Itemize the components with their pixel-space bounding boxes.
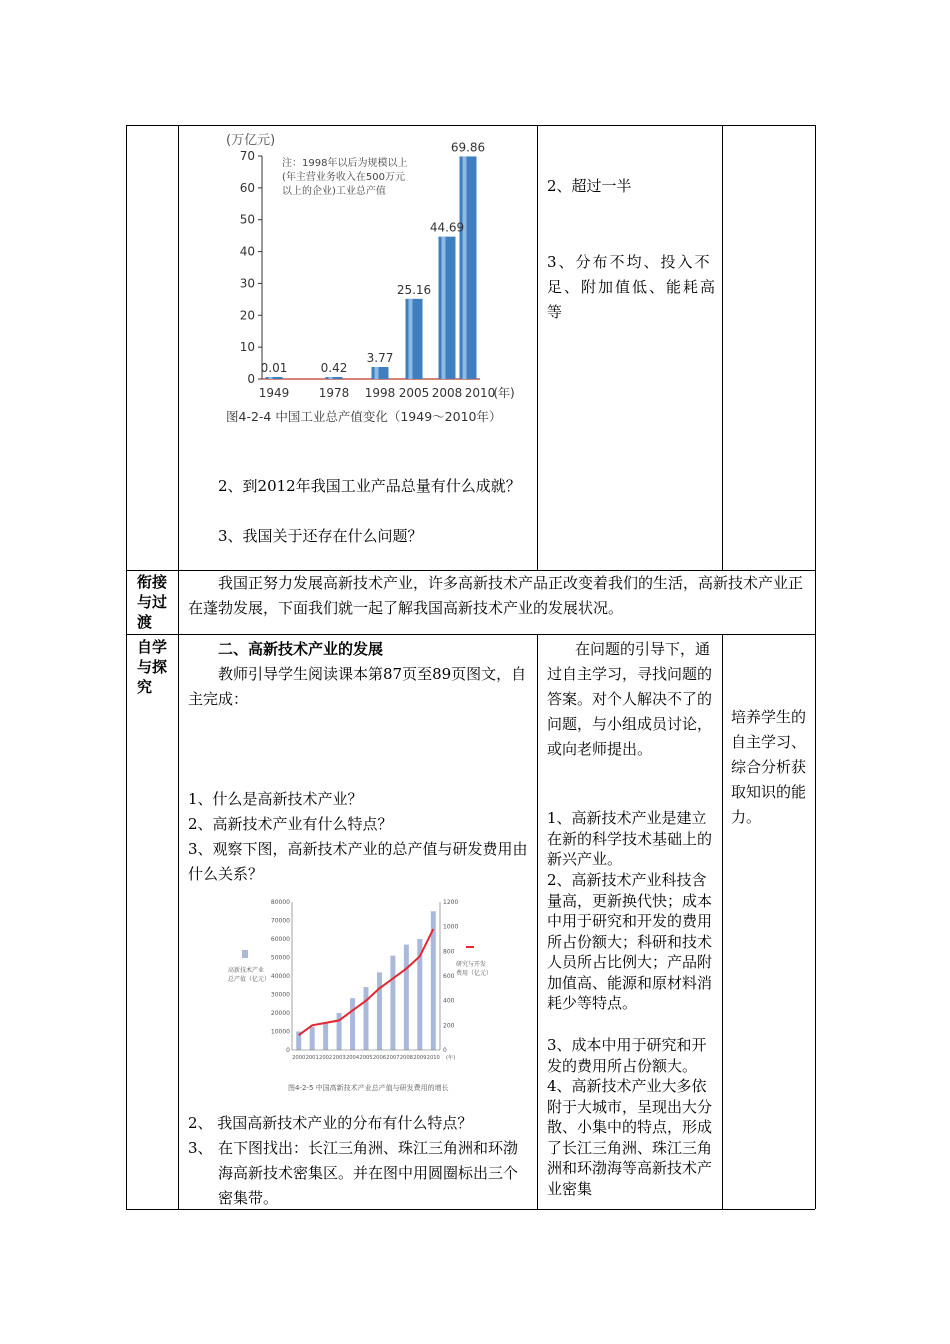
row3-question-1: 1、什么是高新技术产业？ [188,790,363,808]
row3-answer-3: 3、成本中用于研究和开发的费用所占份额大。4、高新技术产业大多依附于大城市，呈现出大分散、小集中的特点，形成了长江三角洲、珠江三角洲和环渤海等高新技术产业密集 [547,1036,713,1198]
chart1-bar [460,156,477,379]
chart1-bar-highlight [269,377,273,379]
chart1-y-tick-label: 50 [239,212,255,227]
chart2-bar [310,1027,315,1050]
chart1-value-label: 69.86 [450,140,486,155]
chart1-y-tick-label: 40 [239,244,255,259]
chart1-note-line: 以上的企业)工业总产值 [282,186,386,197]
table-col-divider-2b [537,634,538,1209]
chart1-bar-highlight [463,156,467,379]
table-col-divider-3a [722,125,723,570]
chart2-x-tick-label: 2006 [372,1055,387,1061]
row3-intro: 教师引导学生阅读课本第87页至89页图文，自主完成： [188,665,527,708]
row3-label: 自学与探究 [137,638,168,696]
chart2-left-tick-label: 30000 [270,991,290,999]
row1-question-3: 3、我国关于还存在什么问题？ [218,527,423,545]
chart1-bar [266,377,283,379]
chart2-bar [377,972,382,1050]
chart1-bar [406,299,423,379]
chart2-left-tick-label: 10000 [270,1028,290,1036]
chart1-bar-highlight [409,299,413,379]
chart1-x-tick-label: 1998 [364,386,396,400]
chart2-x-tick-label: 2005 [359,1055,373,1061]
chart1-x-tick-label: 2005 [398,386,430,400]
table-col-divider-2a [537,125,538,570]
chart1-bar [439,237,456,379]
row2-transition-text: 我国正努力发展高新技术产业，许多高新技术产品正改变着我们的生活，高新技术产业正在蓬勃发展，下面我们就一起了解我国高新技术产业的发展状况。 [188,574,804,617]
chart2-left-tick-label: 50000 [270,954,290,962]
chart1-x-tick-label: 2008 [431,386,463,400]
row3-answer-1: 1、高新技术产业是建立在新的科学技术基础上的新兴产业。 [547,809,713,868]
row2-label: 衔接与过渡 [137,573,168,631]
chart2-x-tick-label: 2004 [345,1055,360,1061]
chart1-y-tick-label: 10 [239,340,255,355]
chart1-x-axis-label: (年) [493,386,515,400]
row3-design-intent: 培养学生的自主学习、综合分析获取知识的能力。 [731,708,807,826]
chart1-bar-highlight [329,377,333,379]
chart2-x-axis-label: (年) [446,1055,456,1061]
chart1-y-tick-label: 30 [239,276,255,291]
row3-heading: 二、高新技术产业的发展 [218,640,384,658]
chart2-legend-bar-swatch [242,950,248,958]
table-top-border [126,125,815,126]
chart2-x-tick-label: 2009 [413,1055,427,1061]
chart2-right-tick-label: 800 [443,948,455,956]
chart2-left-tick-label: 70000 [270,917,290,925]
chart1-bar [326,377,343,379]
chart1-value-label: 0.01 [260,361,288,375]
hightech-output-chart [228,890,498,1100]
row1-question-2: 2、到2012年我国工业产品总量有什么成就？ [218,477,521,495]
chart2-x-tick-label: 2008 [399,1055,413,1061]
row3-question-3: 3、观察下图，高新技术产业的总产值与研发费用由什么关系？ [188,840,528,883]
chart2-bar [390,956,395,1050]
chart1-title: 图4-2-4 中国工业总产值变化（1949～2010年） [226,409,502,424]
table-col-divider-3b [722,634,723,1209]
row3-answer-2: 2、高新技术产业科技含量高，更新换代快；成本中用于研究和开发的费用所占份额大；科研和技术人员所占比例大；产品附加值高、能源和原材料消耗少等特点。 [547,871,713,1012]
chart2-x-tick-label: 2002 [319,1055,333,1061]
chart1-note-line: 注：1998年以后为规模以上 [282,158,408,169]
chart1-bar [372,367,389,379]
table-row-divider-2 [126,634,815,635]
chart2-right-tick-label: 600 [443,973,455,980]
chart1-bar-highlight [442,237,446,379]
chart2-right-tick-label: 200 [443,1022,455,1030]
chart1-bar-highlight [375,367,379,379]
chart2-left-tick-label: 0 [286,1047,290,1054]
chart2-bar [404,945,409,1050]
row3-question-5: 在下图找出：长江三角洲、珠江三角洲和环渤海高新技术密集区。并在图中用圆圈标出三个密集带。 [218,1139,519,1207]
row3-question-2: 2、高新技术产业有什么特点？ [188,815,393,833]
chart2-bar [350,998,355,1050]
chart1-y-tick-label: 70 [239,149,255,163]
chart2-legend-left-text: 总产值（亿元） [228,976,271,983]
chart1-y-tick-label: 0 [247,372,255,386]
chart1-x-tick-label: 1978 [318,386,350,400]
chart1-y-tick-label: 20 [239,308,255,323]
row1-answer-3: 3、分布不均、投入不足、附加值低、能耗高等 [547,253,718,321]
chart2-legend-left-text: 高新技术产业 [228,967,265,974]
chart2-x-tick-label: 2003 [332,1055,346,1061]
chart1-value-label: 0.42 [320,361,348,375]
row1-answer-2: 2、超过一半 [547,177,632,195]
chart1-value-label: 44.69 [429,220,465,235]
row3-student-intro: 在问题的引导下，通过自主学习，寻找问题的答案。对个人解决不了的问题，与小组成员讨论，或向老师提出。 [547,640,713,758]
chart2-right-tick-label: 400 [443,997,455,1005]
chart1-y-axis-label: (万亿元) [226,133,276,148]
chart2-bar [364,987,369,1050]
chart1-y-tick-label: 60 [239,180,255,195]
chart2-left-tick-label: 80000 [270,899,290,906]
chart2-x-tick-label: 2007 [386,1055,400,1061]
chart1-x-tick-label: 1949 [258,386,290,400]
chart1-x-tick-label: 2010 [464,386,496,400]
chart2-bar [323,1022,328,1050]
chart2-x-tick-label: 2000 [292,1055,306,1061]
chart1-note-line: (年主营业务收入在500万元 [282,172,405,183]
chart1-value-label: 25.16 [396,282,432,297]
chart2-right-tick-label: 0 [443,1047,447,1054]
chart2-left-tick-label: 60000 [270,936,290,943]
chart2-x-tick-label: 2010 [426,1055,440,1061]
table-left-border [126,125,127,1209]
row3-question-5-number: 3、 [188,1139,213,1157]
row3-question-4: 2、 我国高新技术产业的分布有什么特点？ [188,1114,473,1132]
table-right-border [815,125,816,1209]
chart2-right-tick-label: 1200 [443,899,459,906]
chart2-right-tick-label: 1000 [443,923,459,931]
industrial-output-chart [182,128,532,433]
chart2-legend-right-text: 研究与开发 [456,961,487,968]
chart2-legend-right-text: 费用（亿元） [456,970,493,977]
chart2-left-tick-label: 40000 [270,973,290,980]
chart2-left-tick-label: 20000 [270,1010,290,1017]
chart1-value-label: 3.77 [366,350,394,365]
chart2-title: 图4-2-5 中国高新技术产业总产值与研发费用的增长 [288,1084,449,1092]
table-col-divider-1 [178,125,179,1209]
chart2-x-tick-label: 2001 [305,1055,319,1061]
